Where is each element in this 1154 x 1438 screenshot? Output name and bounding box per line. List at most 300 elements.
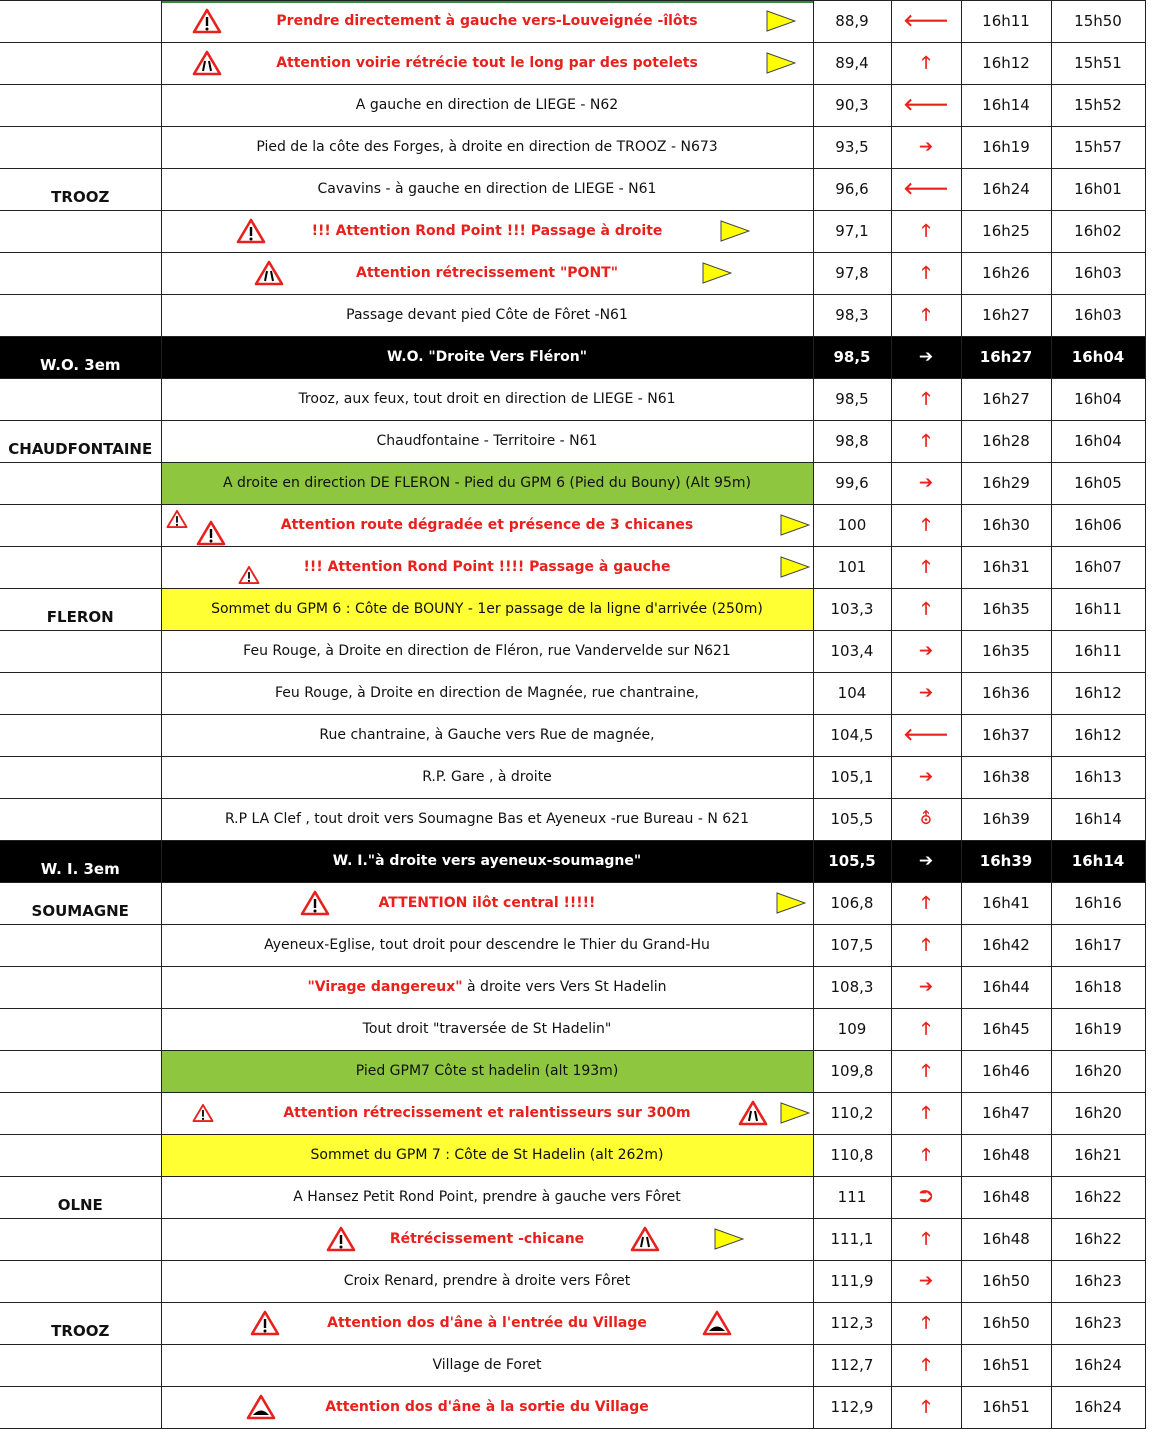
arrow-up-icon: 🡑 bbox=[921, 220, 931, 241]
description-cell bbox=[161, 168, 813, 210]
description-text: Village de Foret bbox=[432, 1357, 542, 1373]
location-cell bbox=[0, 1386, 161, 1428]
yellow-flag-icon bbox=[702, 262, 732, 284]
time-slow-cell: 16h14 bbox=[1051, 798, 1145, 840]
table-row bbox=[0, 294, 1145, 336]
description-cell bbox=[161, 1302, 813, 1344]
warning-triangle-icon bbox=[196, 520, 226, 546]
description-text: Tout droit "traversée de St Hadelin" bbox=[362, 1021, 612, 1037]
km-cell: 100 bbox=[813, 504, 891, 546]
description-cell bbox=[161, 714, 813, 756]
km-cell: 103,3 bbox=[813, 588, 891, 630]
description-text: Pied GPM7 Côte st hadelin (alt 193m) bbox=[355, 1063, 619, 1079]
yellow-flag-icon bbox=[766, 52, 796, 74]
description-cell bbox=[161, 966, 813, 1008]
description-cell bbox=[161, 1092, 813, 1134]
description-text: Ayeneux-Eglise, tout droit pour descendre le Thier du Grand-Hu bbox=[264, 937, 710, 953]
yellow-flag-icon bbox=[780, 556, 810, 578]
direction-cell bbox=[891, 210, 961, 252]
location-cell bbox=[0, 1092, 161, 1134]
time-slow-cell: 16h12 bbox=[1051, 714, 1145, 756]
arrow-up-icon: 🡑 bbox=[921, 556, 931, 577]
arrow-right-icon: ➔ bbox=[918, 640, 934, 661]
direction-cell bbox=[891, 420, 961, 462]
km-cell: 88,9 bbox=[813, 0, 891, 42]
km-cell: 105,5 bbox=[813, 840, 891, 882]
km-cell: 112,7 bbox=[813, 1344, 891, 1386]
direction-cell bbox=[891, 1386, 961, 1428]
arrow-up-icon: 🡑 bbox=[921, 934, 931, 955]
yellow-flag-icon bbox=[714, 1228, 744, 1250]
time-fast-cell: 16h51 bbox=[961, 1386, 1051, 1428]
description-cell bbox=[161, 462, 813, 504]
location-cell bbox=[0, 546, 161, 588]
time-fast-cell: 16h19 bbox=[961, 126, 1051, 168]
description-text: Feu Rouge, à Droite en direction de Magnée, rue chantraine, bbox=[274, 685, 700, 701]
road-narrows-warning-icon bbox=[630, 1226, 660, 1252]
arrow-right-icon: ➔ bbox=[918, 472, 934, 493]
time-fast-cell: 16h51 bbox=[961, 1344, 1051, 1386]
time-fast-cell: 16h29 bbox=[961, 462, 1051, 504]
arrow-up-icon: 🡑 bbox=[921, 598, 931, 619]
time-fast-cell: 16h48 bbox=[961, 1134, 1051, 1176]
description-cell bbox=[161, 1050, 813, 1092]
direction-cell bbox=[891, 1218, 961, 1260]
km-cell: 107,5 bbox=[813, 924, 891, 966]
description-text: !!! Attention Rond Point !!! Passage à droite bbox=[311, 223, 663, 239]
km-cell: 98,8 bbox=[813, 420, 891, 462]
time-slow-cell: 15h57 bbox=[1051, 126, 1145, 168]
location-cell: TROOZ bbox=[0, 1302, 161, 1344]
description-text: Sommet du GPM 7 : Côte de St Hadelin (alt 262m) bbox=[310, 1147, 664, 1163]
description-cell bbox=[161, 0, 813, 42]
km-cell: 111 bbox=[813, 1176, 891, 1218]
description-text: Pied de la côte des Forges, à droite en direction de TROOZ - N673 bbox=[256, 139, 718, 155]
table-row bbox=[0, 1386, 1145, 1428]
table-row bbox=[0, 252, 1145, 294]
direction-cell bbox=[891, 504, 961, 546]
table-row bbox=[0, 882, 1145, 924]
direction-cell bbox=[891, 1302, 961, 1344]
km-cell: 112,3 bbox=[813, 1302, 891, 1344]
km-cell: 97,1 bbox=[813, 210, 891, 252]
arrow-up-icon: 🡑 bbox=[921, 1228, 931, 1249]
description-text: A gauche en direction de LIEGE - N62 bbox=[355, 97, 619, 113]
description-text: Rétrécissement -chicane bbox=[389, 1231, 585, 1247]
table-row bbox=[0, 42, 1145, 84]
time-slow-cell: 16h03 bbox=[1051, 252, 1145, 294]
time-fast-cell: 16h30 bbox=[961, 504, 1051, 546]
arrow-up-icon: 🡑 bbox=[921, 52, 931, 73]
table-row bbox=[0, 588, 1145, 630]
description-cell bbox=[161, 546, 813, 588]
time-slow-cell: 16h02 bbox=[1051, 210, 1145, 252]
table-row bbox=[0, 672, 1145, 714]
description-cell bbox=[161, 1260, 813, 1302]
description-cell bbox=[161, 210, 813, 252]
time-slow-cell: 16h07 bbox=[1051, 546, 1145, 588]
km-cell: 110,8 bbox=[813, 1134, 891, 1176]
direction-cell bbox=[891, 840, 961, 882]
arrow-right-icon: ➔ bbox=[918, 682, 934, 703]
description-text: R.P LA Clef , tout droit vers Soumagne Bas et Ayeneux -rue Bureau - N 621 bbox=[224, 811, 750, 827]
time-slow-cell: 16h11 bbox=[1051, 630, 1145, 672]
description-cell bbox=[161, 1176, 813, 1218]
location-cell bbox=[0, 252, 161, 294]
km-cell: 98,5 bbox=[813, 336, 891, 378]
description-cell bbox=[161, 882, 813, 924]
time-slow-cell: 16h18 bbox=[1051, 966, 1145, 1008]
location-cell bbox=[0, 42, 161, 84]
arrow-up-icon: 🡑 bbox=[921, 514, 931, 535]
direction-cell bbox=[891, 0, 961, 42]
description-cell bbox=[161, 924, 813, 966]
time-fast-cell: 16h14 bbox=[961, 84, 1051, 126]
time-fast-cell: 16h25 bbox=[961, 210, 1051, 252]
yellow-flag-icon bbox=[780, 514, 810, 536]
table-row bbox=[0, 1260, 1145, 1302]
direction-cell bbox=[891, 462, 961, 504]
time-fast-cell: 16h11 bbox=[961, 0, 1051, 42]
direction-cell bbox=[891, 1176, 961, 1218]
direction-cell bbox=[891, 798, 961, 840]
table-row bbox=[0, 336, 1145, 378]
table-row bbox=[0, 1050, 1145, 1092]
table-row bbox=[0, 1218, 1145, 1260]
time-slow-cell: 16h24 bbox=[1051, 1386, 1145, 1428]
time-slow-cell: 16h14 bbox=[1051, 840, 1145, 882]
location-cell: CHAUDFONTAINE bbox=[0, 420, 161, 462]
time-slow-cell: 16h11 bbox=[1051, 588, 1145, 630]
description-text: W.O. "Droite Vers Fléron" bbox=[386, 349, 588, 365]
arrow-up-icon: 🡑 bbox=[921, 1018, 931, 1039]
warning-triangle-icon bbox=[192, 1103, 214, 1123]
time-slow-cell: 16h01 bbox=[1051, 168, 1145, 210]
time-slow-cell: 16h20 bbox=[1051, 1050, 1145, 1092]
direction-cell bbox=[891, 42, 961, 84]
location-cell: W. I. 3em bbox=[0, 840, 161, 882]
time-slow-cell: 16h16 bbox=[1051, 882, 1145, 924]
table-row bbox=[0, 168, 1145, 210]
direction-cell bbox=[891, 966, 961, 1008]
time-fast-cell: 16h12 bbox=[961, 42, 1051, 84]
table-row bbox=[0, 630, 1145, 672]
description-cell bbox=[161, 294, 813, 336]
km-cell: 104,5 bbox=[813, 714, 891, 756]
location-cell bbox=[0, 1008, 161, 1050]
direction-cell bbox=[891, 1344, 961, 1386]
yellow-flag-icon bbox=[780, 1102, 810, 1124]
description-text: Passage devant pied Côte de Fôret -N61 bbox=[346, 307, 628, 323]
warning-triangle-icon bbox=[192, 8, 222, 34]
time-fast-cell: 16h38 bbox=[961, 756, 1051, 798]
direction-cell bbox=[891, 756, 961, 798]
direction-cell bbox=[891, 714, 961, 756]
time-slow-cell: 16h19 bbox=[1051, 1008, 1145, 1050]
description-text: A droite en direction DE FLERON - Pied du GPM 6 (Pied du Bouny) (Alt 95m) bbox=[223, 475, 751, 491]
time-fast-cell: 16h31 bbox=[961, 546, 1051, 588]
speed-bump-warning-icon bbox=[246, 1394, 276, 1420]
location-cell bbox=[0, 924, 161, 966]
road-narrows-warning-icon bbox=[192, 50, 222, 76]
time-fast-cell: 16h27 bbox=[961, 378, 1051, 420]
description-cell bbox=[161, 420, 813, 462]
arrow-right-icon: ➔ bbox=[918, 850, 934, 871]
time-fast-cell: 16h46 bbox=[961, 1050, 1051, 1092]
description-text: Rue chantraine, à Gauche vers Rue de magnée, bbox=[319, 727, 655, 743]
arrow-uturn-icon: ⮊ bbox=[919, 1186, 933, 1207]
description-text: Attention dos d'âne à la sortie du Village bbox=[325, 1399, 649, 1415]
km-cell: 103,4 bbox=[813, 630, 891, 672]
direction-cell bbox=[891, 882, 961, 924]
time-fast-cell: 16h27 bbox=[961, 294, 1051, 336]
km-cell: 104 bbox=[813, 672, 891, 714]
description-highlight: "Virage dangereux" bbox=[307, 979, 463, 995]
time-fast-cell: 16h48 bbox=[961, 1218, 1051, 1260]
description-text: Feu Rouge, à Droite en direction de Fléron, rue Vandervelde sur N621 bbox=[243, 643, 731, 659]
arrow-right-icon: ➔ bbox=[918, 346, 934, 367]
table-row bbox=[0, 798, 1145, 840]
table-row bbox=[0, 1134, 1145, 1176]
time-slow-cell: 16h24 bbox=[1051, 1344, 1145, 1386]
km-cell: 111,1 bbox=[813, 1218, 891, 1260]
table-row bbox=[0, 924, 1145, 966]
km-cell: 105,5 bbox=[813, 798, 891, 840]
arrow-left-icon: 🡐 bbox=[903, 94, 949, 115]
time-slow-cell: 15h51 bbox=[1051, 42, 1145, 84]
time-fast-cell: 16h41 bbox=[961, 882, 1051, 924]
description-text: A Hansez Petit Rond Point, prendre à gauche vers Fôret bbox=[293, 1189, 681, 1205]
arrow-up-icon: 🡑 bbox=[921, 1102, 931, 1123]
road-narrows-warning-icon bbox=[254, 260, 284, 286]
location-cell bbox=[0, 798, 161, 840]
arrow-right-icon: ➔ bbox=[918, 136, 934, 157]
description-text: Trooz, aux feux, tout droit en direction de LIEGE - N61 bbox=[298, 391, 676, 407]
time-slow-cell: 16h21 bbox=[1051, 1134, 1145, 1176]
arrow-up-icon: 🡑 bbox=[921, 892, 931, 913]
location-cell bbox=[0, 0, 161, 42]
road-narrows-warning-icon bbox=[738, 1100, 768, 1126]
time-fast-cell: 16h35 bbox=[961, 630, 1051, 672]
km-cell: 101 bbox=[813, 546, 891, 588]
direction-cell bbox=[891, 630, 961, 672]
direction-cell bbox=[891, 924, 961, 966]
table-row bbox=[0, 840, 1145, 882]
description-cell bbox=[161, 840, 813, 882]
direction-cell bbox=[891, 1092, 961, 1134]
direction-cell bbox=[891, 1134, 961, 1176]
location-cell bbox=[0, 462, 161, 504]
table-row bbox=[0, 1008, 1145, 1050]
arrow-left-icon: 🡐 bbox=[903, 10, 949, 31]
table-row bbox=[0, 504, 1145, 546]
direction-cell bbox=[891, 252, 961, 294]
table-row bbox=[0, 1092, 1145, 1134]
location-cell bbox=[0, 630, 161, 672]
description-cell bbox=[161, 252, 813, 294]
table-row bbox=[0, 462, 1145, 504]
description-cell bbox=[161, 378, 813, 420]
direction-cell bbox=[891, 1050, 961, 1092]
direction-cell bbox=[891, 84, 961, 126]
time-fast-cell: 16h50 bbox=[961, 1260, 1051, 1302]
location-cell bbox=[0, 714, 161, 756]
location-cell bbox=[0, 504, 161, 546]
time-fast-cell: 16h50 bbox=[961, 1302, 1051, 1344]
time-fast-cell: 16h42 bbox=[961, 924, 1051, 966]
time-fast-cell: 16h37 bbox=[961, 714, 1051, 756]
km-cell: 110,2 bbox=[813, 1092, 891, 1134]
description-text: Attention rétrecissement et ralentisseurs sur 300m bbox=[283, 1105, 691, 1121]
km-cell: 96,6 bbox=[813, 168, 891, 210]
speed-bump-warning-icon bbox=[702, 1310, 732, 1336]
description-cell bbox=[161, 798, 813, 840]
time-slow-cell: 16h22 bbox=[1051, 1218, 1145, 1260]
warning-triangle-icon bbox=[166, 509, 188, 529]
location-cell bbox=[0, 1134, 161, 1176]
table-row bbox=[0, 966, 1145, 1008]
arrow-up-icon: 🡑 bbox=[921, 1396, 931, 1417]
arrow-round-icon: ⛢ bbox=[919, 808, 933, 829]
description-text: Attention rétrecissement "PONT" bbox=[355, 265, 618, 281]
location-cell bbox=[0, 84, 161, 126]
location-cell bbox=[0, 672, 161, 714]
time-fast-cell: 16h28 bbox=[961, 420, 1051, 462]
table-row bbox=[0, 546, 1145, 588]
location-cell bbox=[0, 1344, 161, 1386]
time-fast-cell: 16h47 bbox=[961, 1092, 1051, 1134]
description-cell bbox=[161, 1344, 813, 1386]
description-text: Attention dos d'âne à l'entrée du Village bbox=[327, 1315, 647, 1331]
direction-cell bbox=[891, 672, 961, 714]
time-slow-cell: 16h20 bbox=[1051, 1092, 1145, 1134]
description-cell bbox=[161, 588, 813, 630]
table-row bbox=[0, 1344, 1145, 1386]
km-cell: 112,9 bbox=[813, 1386, 891, 1428]
table-row bbox=[0, 1302, 1145, 1344]
km-cell: 98,3 bbox=[813, 294, 891, 336]
description-text: W. I."à droite vers ayeneux-soumagne" bbox=[332, 853, 642, 869]
arrow-up-icon: 🡑 bbox=[921, 430, 931, 451]
description-text: !!! Attention Rond Point !!!! Passage à gauche bbox=[303, 559, 671, 575]
arrow-up-icon: 🡑 bbox=[921, 304, 931, 325]
time-fast-cell: 16h45 bbox=[961, 1008, 1051, 1050]
warning-triangle-icon bbox=[326, 1226, 356, 1252]
description-text: R.P. Gare , à droite bbox=[422, 769, 552, 785]
location-cell bbox=[0, 126, 161, 168]
table-row bbox=[0, 756, 1145, 798]
table-row bbox=[0, 84, 1145, 126]
warning-triangle-icon bbox=[300, 890, 330, 916]
table-row bbox=[0, 1176, 1145, 1218]
km-cell: 93,5 bbox=[813, 126, 891, 168]
description-cell bbox=[161, 1008, 813, 1050]
description-cell bbox=[161, 42, 813, 84]
location-cell bbox=[0, 294, 161, 336]
km-cell: 108,3 bbox=[813, 966, 891, 1008]
arrow-up-icon: 🡑 bbox=[921, 1144, 931, 1165]
time-slow-cell: 16h23 bbox=[1051, 1260, 1145, 1302]
location-cell bbox=[0, 966, 161, 1008]
description-cell bbox=[161, 630, 813, 672]
arrow-left-icon: 🡐 bbox=[903, 724, 949, 745]
km-cell: 98,5 bbox=[813, 378, 891, 420]
km-cell: 97,8 bbox=[813, 252, 891, 294]
description-cell bbox=[161, 756, 813, 798]
table-row bbox=[0, 0, 1145, 42]
direction-cell bbox=[891, 126, 961, 168]
warning-triangle-icon bbox=[250, 1310, 280, 1336]
table-row bbox=[0, 378, 1145, 420]
description-text: Attention voirie rétrécie tout le long par des potelets bbox=[276, 55, 698, 71]
description-text: Chaudfontaine - Territoire - N61 bbox=[376, 433, 598, 449]
time-slow-cell: 16h17 bbox=[1051, 924, 1145, 966]
km-cell: 109,8 bbox=[813, 1050, 891, 1092]
location-cell bbox=[0, 1050, 161, 1092]
direction-cell bbox=[891, 168, 961, 210]
description-text: Croix Renard, prendre à droite vers Fôret bbox=[343, 1273, 631, 1289]
time-slow-cell: 16h04 bbox=[1051, 378, 1145, 420]
time-slow-cell: 16h23 bbox=[1051, 1302, 1145, 1344]
arrow-up-icon: 🡑 bbox=[921, 1354, 931, 1375]
direction-cell bbox=[891, 546, 961, 588]
km-cell: 89,4 bbox=[813, 42, 891, 84]
location-cell: FLERON bbox=[0, 588, 161, 630]
location-cell bbox=[0, 756, 161, 798]
description-text: à droite vers Vers St Hadelin bbox=[462, 979, 667, 995]
direction-cell bbox=[891, 294, 961, 336]
km-cell: 105,1 bbox=[813, 756, 891, 798]
arrow-up-icon: 🡑 bbox=[921, 262, 931, 283]
time-slow-cell: 16h22 bbox=[1051, 1176, 1145, 1218]
location-cell: W.O. 3em bbox=[0, 336, 161, 378]
description-cell bbox=[161, 504, 813, 546]
time-fast-cell: 16h35 bbox=[961, 588, 1051, 630]
description-cell bbox=[161, 84, 813, 126]
description-text: ATTENTION ilôt central !!!!! bbox=[378, 895, 596, 911]
warning-triangle-icon bbox=[236, 218, 266, 244]
km-cell: 99,6 bbox=[813, 462, 891, 504]
time-slow-cell: 16h06 bbox=[1051, 504, 1145, 546]
description-cell bbox=[161, 1134, 813, 1176]
yellow-flag-icon bbox=[720, 220, 750, 242]
table-row bbox=[0, 210, 1145, 252]
table-row bbox=[0, 714, 1145, 756]
arrow-right-icon: ➔ bbox=[918, 1270, 934, 1291]
time-slow-cell: 16h13 bbox=[1051, 756, 1145, 798]
time-fast-cell: 16h48 bbox=[961, 1176, 1051, 1218]
time-fast-cell: 16h39 bbox=[961, 840, 1051, 882]
time-fast-cell: 16h39 bbox=[961, 798, 1051, 840]
time-fast-cell: 16h36 bbox=[961, 672, 1051, 714]
yellow-flag-icon bbox=[776, 892, 806, 914]
time-slow-cell: 16h03 bbox=[1051, 294, 1145, 336]
table-row bbox=[0, 420, 1145, 462]
direction-cell bbox=[891, 336, 961, 378]
direction-cell bbox=[891, 1008, 961, 1050]
description-cell bbox=[161, 1218, 813, 1260]
location-cell bbox=[0, 378, 161, 420]
yellow-flag-icon bbox=[766, 10, 796, 32]
time-fast-cell: 16h27 bbox=[961, 336, 1051, 378]
location-cell bbox=[0, 1260, 161, 1302]
km-cell: 106,8 bbox=[813, 882, 891, 924]
arrow-up-icon: 🡑 bbox=[921, 1060, 931, 1081]
time-fast-cell: 16h26 bbox=[961, 252, 1051, 294]
time-slow-cell: 16h05 bbox=[1051, 462, 1145, 504]
location-cell: OLNE bbox=[0, 1176, 161, 1218]
description-text: Cavavins - à gauche en direction de LIEGE - N61 bbox=[317, 181, 657, 197]
